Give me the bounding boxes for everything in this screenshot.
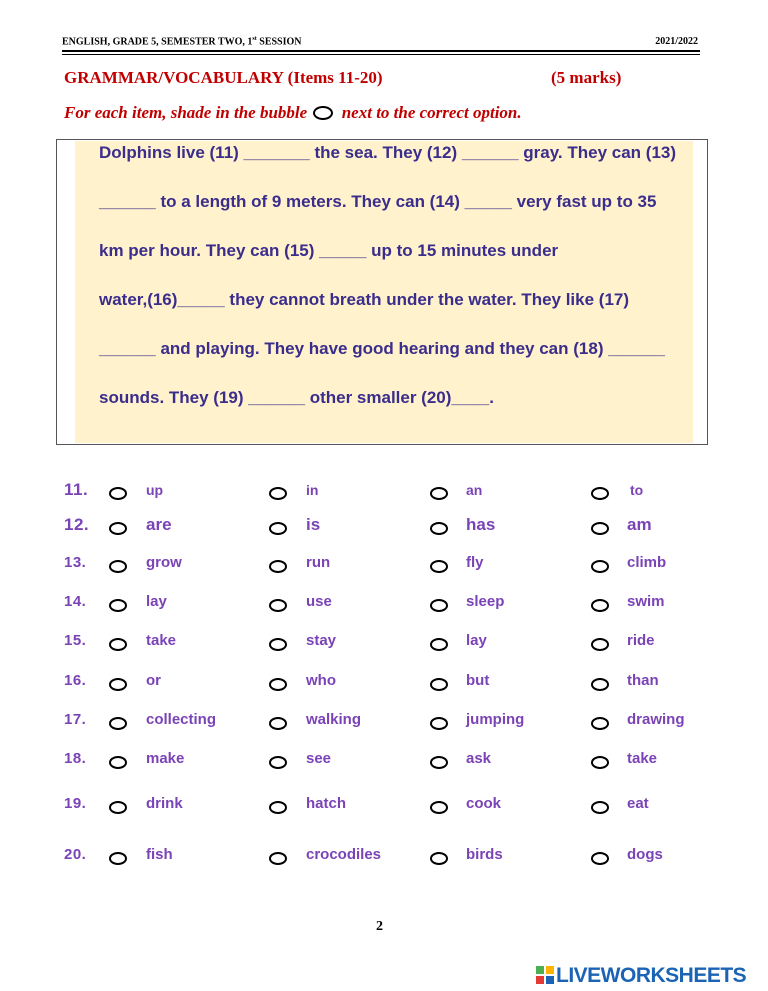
answer-option-label: or (146, 672, 161, 689)
page-number: 2 (376, 919, 383, 934)
answer-option-label: birds (466, 846, 503, 863)
section-marks: (5 marks) (551, 68, 622, 87)
question-row (0, 846, 768, 876)
passage-line-5: ______ and playing. They have good hearing and they can (18) ______ (99, 339, 665, 358)
answer-option-label: run (306, 554, 331, 571)
question-number: 11. (64, 480, 89, 499)
answer-option-label: use (306, 593, 332, 610)
answer-bubble[interactable] (269, 522, 287, 535)
question-number: 20. (64, 846, 87, 863)
answer-bubble[interactable] (430, 801, 448, 814)
passage-line-4: water,(16)_____ they cannot breath under the water. They like (17) (99, 290, 630, 309)
answer-bubble[interactable] (591, 522, 609, 535)
answer-option-label: lay (146, 593, 167, 610)
question-number: 13. (64, 554, 87, 571)
answer-bubble[interactable] (591, 801, 609, 814)
question-number: 15. (64, 632, 87, 649)
liveworksheets-logo (536, 964, 746, 988)
answer-option-label: see (306, 750, 332, 767)
instruction-post: next to the correct option. (341, 103, 522, 122)
question-row (0, 750, 768, 780)
section-title: GRAMMAR/VOCABULARY (Items 11-20) (64, 68, 383, 87)
answer-bubble[interactable] (269, 599, 287, 612)
answer-bubble[interactable] (269, 487, 287, 500)
instruction-text (64, 103, 522, 123)
answer-bubble[interactable] (591, 560, 609, 573)
answer-bubble[interactable] (109, 599, 127, 612)
answer-bubble[interactable] (591, 599, 609, 612)
instruction-pre: For each item, shade in the bubble (64, 103, 308, 122)
passage-line-1: Dolphins live (11) _______ the sea. They (12) ______ gray. They can (13) (99, 143, 677, 162)
answer-bubble[interactable] (269, 756, 287, 769)
answer-option-label: swim (627, 593, 665, 610)
answer-bubble[interactable] (269, 801, 287, 814)
question-number: 17. (64, 711, 87, 728)
answer-bubble[interactable] (269, 638, 287, 651)
answer-option-label: walking (306, 711, 362, 728)
answer-bubble[interactable] (430, 522, 448, 535)
answer-option-label: fly (466, 554, 484, 571)
answer-option-label: am (627, 515, 652, 534)
answer-bubble[interactable] (430, 560, 448, 573)
answer-bubble[interactable] (430, 487, 448, 500)
question-number: 16. (64, 672, 87, 689)
answer-bubble[interactable] (109, 756, 127, 769)
answer-option-label: climb (627, 554, 667, 571)
answer-bubble[interactable] (109, 560, 127, 573)
answer-option-label: drawing (627, 711, 685, 728)
question-row (0, 711, 768, 741)
answer-option-label: to (630, 482, 644, 498)
answer-bubble[interactable] (591, 638, 609, 651)
answer-option-label: grow (146, 554, 182, 571)
answer-option-label: stay (306, 632, 337, 649)
answer-bubble[interactable] (109, 801, 127, 814)
answer-bubble[interactable] (109, 678, 127, 691)
answer-bubble[interactable] (269, 678, 287, 691)
answer-bubble[interactable] (430, 717, 448, 730)
liveworksheets-brand-text: LIVEWORKSHEETS (556, 964, 747, 987)
answer-bubble[interactable] (591, 678, 609, 691)
question-row (0, 593, 768, 623)
passage-line-6: sounds. They (19) ______ other smaller (20)____. (99, 388, 494, 407)
answer-option-label: crocodiles (306, 846, 382, 863)
page-header (62, 36, 698, 50)
answer-option-label: but (466, 672, 490, 689)
header-course-info: ENGLISH, GRADE 5, SEMESTER TWO, 1st SESSION (62, 36, 302, 48)
passage-box (56, 139, 708, 445)
answer-bubble[interactable] (109, 638, 127, 651)
question-row (0, 554, 768, 584)
answer-bubble[interactable] (430, 852, 448, 865)
answer-bubble[interactable] (591, 717, 609, 730)
answer-option-label: make (146, 750, 185, 767)
answer-option-label: collecting (146, 711, 217, 728)
question-row (0, 480, 768, 510)
passage-background (75, 141, 693, 443)
answer-bubble[interactable] (269, 560, 287, 573)
answer-bubble[interactable] (430, 599, 448, 612)
answer-option-label: fish (146, 846, 173, 863)
answer-bubble[interactable] (109, 852, 127, 865)
answer-option-label: hatch (306, 795, 347, 812)
answer-option-label: sleep (466, 593, 505, 610)
answer-bubble[interactable] (430, 678, 448, 691)
answer-option-label: lay (466, 632, 487, 649)
question-number: 12. (64, 515, 90, 534)
question-row (0, 632, 768, 662)
question-number: 19. (64, 795, 87, 812)
question-row (0, 672, 768, 702)
answer-option-label: an (466, 482, 483, 498)
answer-option-label: cook (466, 795, 502, 812)
passage-line-3: km per hour. They can (15) _____ up to 15 minutes under (99, 241, 559, 260)
question-number: 14. (64, 593, 87, 610)
answer-option-label: are (146, 515, 172, 534)
answer-option-label: than (627, 672, 659, 689)
header-rule-thin (62, 54, 700, 55)
answer-option-label: ride (627, 632, 655, 649)
answer-option-label: up (146, 482, 164, 498)
answer-bubble[interactable] (109, 717, 127, 730)
bubble-example-icon (313, 106, 333, 120)
answer-option-label: jumping (466, 711, 525, 728)
answer-option-label: take (627, 750, 658, 767)
question-row (0, 515, 768, 545)
answer-bubble[interactable] (430, 638, 448, 651)
answer-option-label: has (466, 515, 496, 534)
answer-option-label: ask (466, 750, 492, 767)
question-row (0, 795, 768, 825)
answer-option-label: in (306, 482, 319, 498)
question-number: 18. (64, 750, 87, 767)
header-rule-thick (62, 50, 700, 52)
answer-option-label: who (306, 672, 336, 689)
answer-bubble[interactable] (109, 522, 127, 535)
answer-option-label: drink (146, 795, 183, 812)
answer-bubble[interactable] (591, 756, 609, 769)
answer-option-label: eat (627, 795, 649, 812)
header-year: 2021/2022 (655, 36, 698, 47)
answer-bubble[interactable] (269, 717, 287, 730)
passage-line-2: ______ to a length of 9 meters. They can (14) _____ very fast up to 35 (99, 192, 657, 211)
answer-option-label: take (146, 632, 177, 649)
answer-option-label: dogs (627, 846, 663, 863)
answer-option-label: is (306, 515, 321, 534)
answer-bubble[interactable] (269, 852, 287, 865)
answer-bubble[interactable] (430, 756, 448, 769)
answer-bubble[interactable] (109, 487, 127, 500)
liveworksheets-logo-icon (536, 966, 554, 984)
answer-bubble[interactable] (591, 487, 609, 500)
answer-bubble[interactable] (591, 852, 609, 865)
